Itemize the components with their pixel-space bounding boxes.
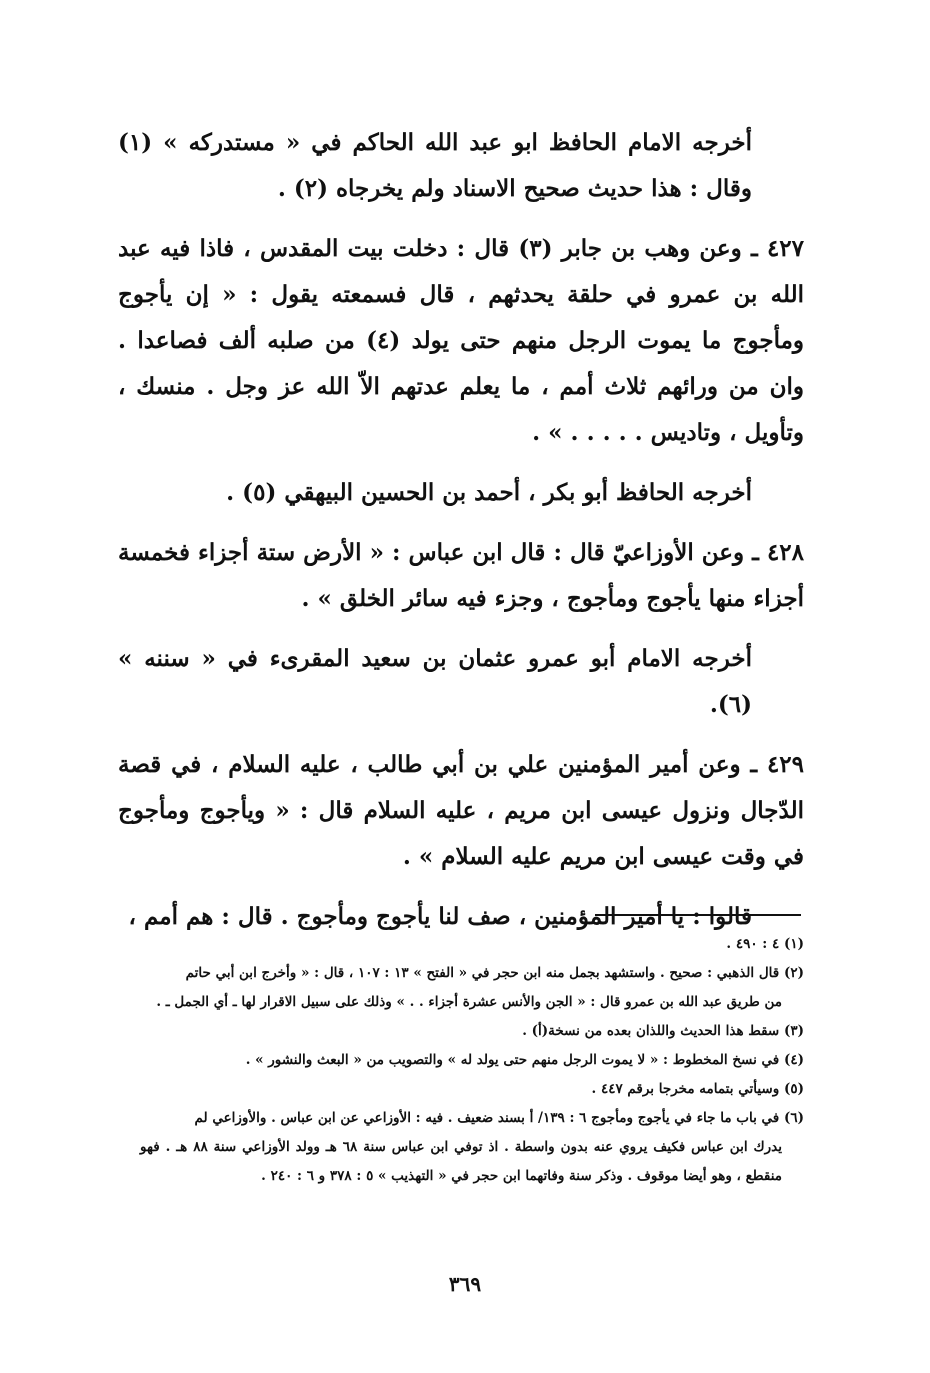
footnote-5: (٥) وسيأتي بتمامه مخرجا برقم ٤٤٧ .	[591, 1081, 804, 1097]
attribution-paragraph: أخرجه الحافظ أبو بكر ، أحمد بن الحسين البيهقي (٥) .	[226, 479, 752, 506]
main-text	[118, 120, 804, 954]
page-number: ٣٦٩	[448, 1272, 482, 1296]
footnote-6-continuation: يدرك ابن عباس فكيف يروي عنه بدون واسطة . اذ توفي ابن عباس سنة ٦٨ هـ وولد الأوزاعي سنة ٨٨ هـ . فهو منقطع ، وهو أيضا موقوف . وذكر سنة وفاتهما ابن حجر في « التهذيب » ٥ : ٣٧٨ و ٦ : ٢٤٠ .	[140, 1139, 782, 1184]
attribution-paragraph: أخرجه الامام الحافظ ابو عبد الله الحاكم في « مستدركه » (١) وقال : هذا حديث صحيح الاسناد ولم يخرجاه (٢) .	[118, 129, 752, 202]
hadith-paragraph-427: ٤٢٧ ـ وعن وهب بن جابر (٣) قال : دخلت بيت المقدس ، فاذا فيه عبد الله بن عمرو في حلقة يحدثهم ، قال فسمعته يقول : « إن يأجوج ومأجوج ما يموت الرجل منهم حتى يولد (٤) من صلبه ألف فصاعدا . وان من ورائهم ثلاث أمم ، ما يعلم عدتهم الاّ الله عز وجل . منسك ، وتأويل ، وتاديس . . . . . » .	[118, 235, 804, 446]
hadith-paragraph-429: ٤٢٩ ـ وعن أمير المؤمنين علي بن أبي طالب ، عليه السلام ، في قصة الدّجال ونزول عيسى ابن مريم ، عليه السلام قال : « ويأجوج ومأجوج في وقت عيسى ابن مريم عليه السلام » .	[118, 751, 804, 870]
footnote-6: (٦) في باب ما جاء في يأجوج ومأجوج ٦ : ١٣٩/ أ بسند ضعيف . فيه : الأوزاعي عن ابن عباس . والأوزاعي لم	[194, 1110, 804, 1126]
footnote-3: (٣) سقط هذا الحديث واللذان بعده من نسخة(أ) .	[522, 1023, 804, 1039]
footnote-1: (١) ٤ : ٤٩٠ .	[726, 936, 804, 952]
hadith-paragraph-428: ٤٢٨ ـ وعن الأوزاعيّ قال : قال ابن عباس : « الأرض ستة أجزاء فخمسة أجزاء منها يأجوج ومأجوج ، وجزء فيه سائر الخلق » .	[118, 539, 804, 612]
attribution-paragraph: أخرجه الامام أبو عمرو عثمان بن سعيد المقرىء في « سننه » (٦).	[118, 645, 752, 718]
footnote-2: (٢) قال الذهبي : صحيح . واستشهد بجمل منه ابن حجر في « الفتح » ١٣ : ١٠٧ ، قال : « وأخرج ابن أبي حاتم	[185, 965, 804, 981]
footnote-2-continuation: من طريق عبد الله بن عمرو قال : « الجن والأنس عشرة أجزاء . . » وذلك على سبيل الاقرار لها ـ أي الجمل ـ .	[156, 994, 782, 1010]
footnotes	[140, 930, 804, 1191]
continuation-paragraph: قالوا : يا أمير المؤمنين ، صف لنا يأجوج ومأجوج . قال : هم أمم ،	[128, 903, 752, 930]
footnote-4: (٤) في نسخ المخطوط : « لا يموت الرجل منهم حتى يولد له » والتصويب من « البعث والنشور » .	[245, 1052, 804, 1068]
footnote-separator	[595, 914, 801, 916]
